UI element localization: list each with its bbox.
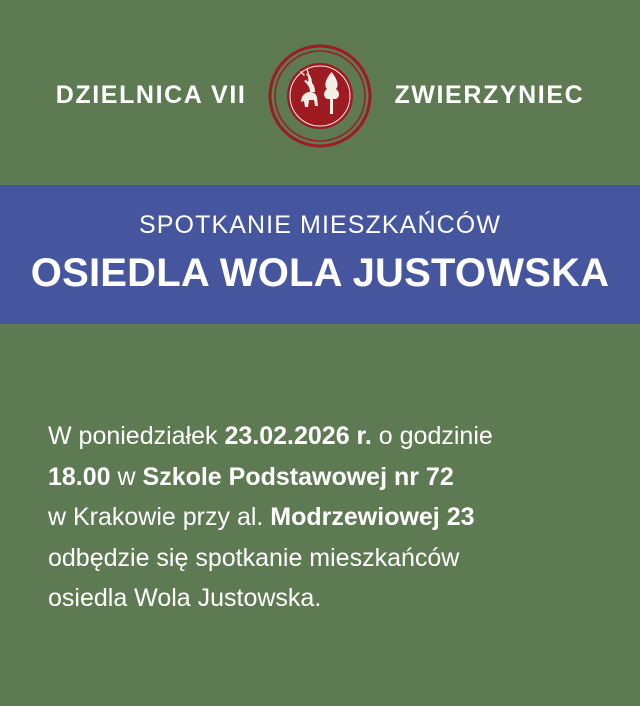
meeting-address: Modrzewiowej 23 bbox=[270, 503, 475, 531]
announcement-line-3 bbox=[48, 497, 596, 538]
line2-middle: w bbox=[110, 462, 143, 491]
meeting-date: 23.02.2026 r. bbox=[224, 422, 372, 450]
announcement-text bbox=[0, 324, 640, 619]
announcement-line-2 bbox=[48, 457, 596, 498]
meeting-venue: Szkole Podstawowej nr 72 bbox=[142, 462, 454, 491]
header-area-label: ZWIERZYNIEC bbox=[394, 81, 585, 109]
line1-suffix: o godzinie bbox=[371, 422, 493, 450]
line3-prefix: w Krakowie przy al. bbox=[48, 503, 271, 531]
poster-header bbox=[0, 0, 640, 185]
title-band bbox=[0, 185, 640, 324]
announcement-line-1 bbox=[48, 416, 596, 457]
header-district-label: DZIELNICA VII bbox=[55, 81, 247, 109]
bottom-spacer bbox=[0, 619, 640, 706]
meeting-title: OSIEDLA WOLA JUSTOWSKA bbox=[30, 251, 610, 295]
announcement-line-5: osiedla Wola Justowska. bbox=[48, 584, 322, 612]
announcement-line-4: odbędzie się spotkanie mieszkańców bbox=[48, 543, 460, 572]
meeting-subtitle: SPOTKANIE MIESZKAŃCÓW bbox=[138, 211, 502, 239]
meeting-time: 18.00 bbox=[48, 462, 111, 491]
crest-emblem-icon bbox=[268, 44, 372, 148]
line1-prefix: W poniedziałek bbox=[48, 422, 225, 450]
